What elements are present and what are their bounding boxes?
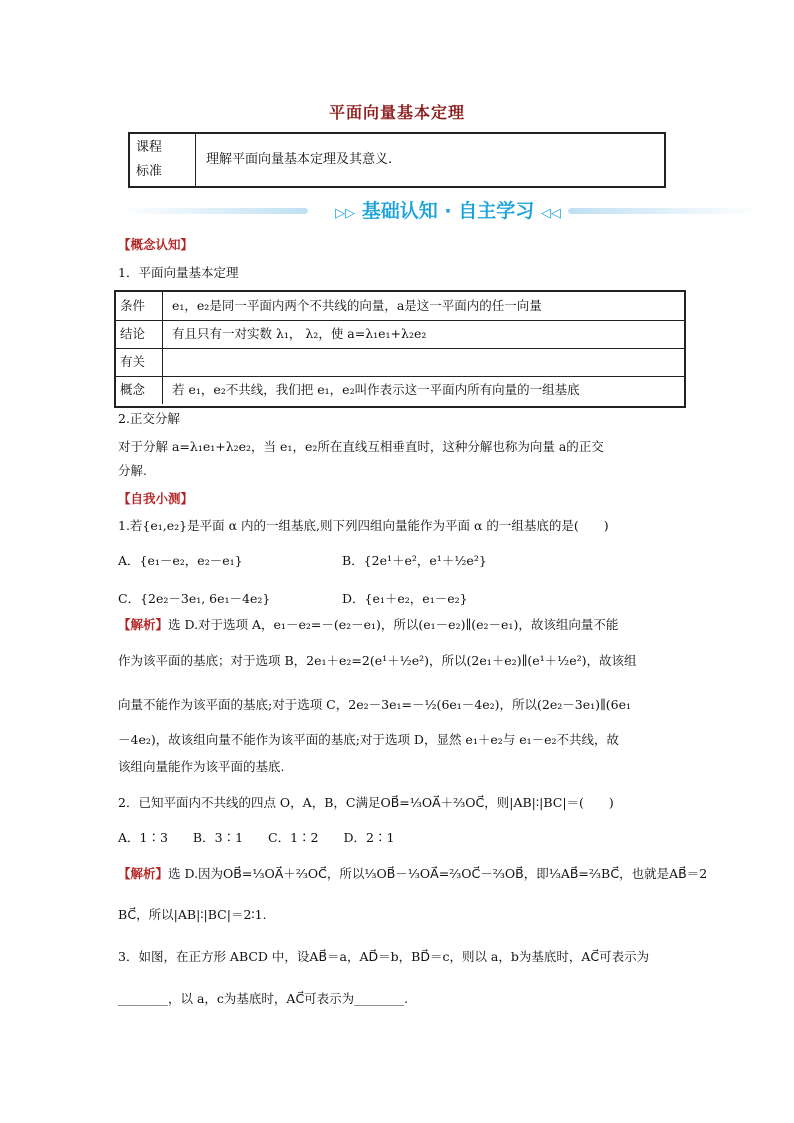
theorem-heading: 1．平面向量基本定理 <box>118 265 239 280</box>
q1-option-b: B．{2e¹＋e²，e¹＋½e²} <box>342 553 487 568</box>
row-value: e₁，e₂是同一平面内两个不共线的向量，a是这一平面内的任一向量 <box>172 298 542 313</box>
answer-2-line-2: BC⃗，所以|AB|∶|BC|＝2∶1. <box>118 907 267 922</box>
self-test-heading: 【自我小测】 <box>118 491 194 506</box>
theorem-table <box>114 290 686 408</box>
table-row <box>116 376 684 404</box>
course-standard-table <box>128 132 666 188</box>
row-label: 有关 <box>120 354 146 369</box>
answer-2-line-1 <box>118 865 707 883</box>
q1-option-c: C．{2e₂－3e₁, 6e₁－4e₂} <box>118 591 271 606</box>
table-row <box>116 320 684 349</box>
row-value: 有且只有一对实数 λ₁， λ₂，使 a=λ₁e₁+λ₂e₂ <box>172 326 427 341</box>
answer-1-line-4: －4e₂)，故该组向量不能作为该平面的基底;对于选项 D，显然 e₁＋e₂与 e₁－e₂不共线，故 <box>118 732 620 747</box>
question-3-line-2: ________，以 a，c为基底时，AC⃗可表示为________. <box>118 991 409 1006</box>
answer-1-line-1 <box>118 616 618 634</box>
answer-1-line-3: 向量不能作为该平面的基底;对于选项 C，2e₂－3e₁=－½(6e₁－4e₂)，所以(2e₂－3e₁)∥(6e₁ <box>118 697 632 712</box>
double-arrow-left-icon: ◁◁ <box>540 206 561 221</box>
row-label: 概念 <box>120 382 146 397</box>
section-banner <box>118 196 758 226</box>
header-line-1: 课程 <box>136 140 163 155</box>
answer-1-line-2: 作为该平面的基底；对于选项 B，2e₁＋e₂=2(e¹＋½e²)，所以(2e₁＋e₂)∥(e¹＋½e²)，故该组 <box>118 653 637 668</box>
page-title: 平面向量基本定理 <box>328 103 465 122</box>
q2-options: A．1∶3 B．3∶1 C．1∶2 D．2∶1 <box>118 830 395 845</box>
analysis-text: 选 D.因为OB⃗=⅓OA⃗＋⅔OC⃗，所以⅓OB⃗－⅓OA⃗=⅔OC⃗－⅔OB⃗，即⅓AB⃗=⅔BC⃗，也就是AB⃗＝2 <box>168 866 708 881</box>
q1-option-a: A．{e₁－e₂，e₂－e₁} <box>118 553 243 568</box>
course-standard-text: 理解平面向量基本定理及其意义. <box>206 152 393 167</box>
banner-line-right <box>568 208 758 214</box>
course-standard-header <box>130 134 196 186</box>
concept-section-heading: 【概念认知】 <box>118 237 194 252</box>
banner-line-left <box>118 208 308 214</box>
banner-text: 基础认知 · 自主学习 <box>361 200 535 222</box>
answer-1-line-5: 该组向量能作为该平面的基底. <box>118 759 285 774</box>
double-arrow-right-icon: ▷▷ <box>335 206 356 221</box>
banner-title <box>330 196 566 229</box>
header-line-2: 标准 <box>136 164 163 179</box>
analysis-text: 选 D.对于选项 A，e₁－e₂=－(e₂－e₁)，所以(e₁－e₂)∥(e₂－e₁)，故该组向量不能 <box>168 617 619 632</box>
table-row <box>116 292 684 321</box>
analysis-tag: 【解析】 <box>118 617 169 632</box>
row-label: 条件 <box>120 298 146 313</box>
orthogonal-heading: 2.正交分解 <box>118 411 180 426</box>
question-1: 1.若{e₁,e₂}是平面 α 内的一组基底,则下列四组向量能作为平面 α 的一组基底的是( ) <box>118 518 609 533</box>
q1-option-d: D．{e₁＋e₂，e₁－e₂} <box>342 591 468 606</box>
row-value: 若 e₁，e₂不共线，我们把 e₁，e₂叫作表示这一平面内所有向量的一组基底 <box>172 382 580 397</box>
analysis-tag: 【解析】 <box>118 866 169 881</box>
row-label: 结论 <box>120 326 146 341</box>
orthogonal-text-cont: 分解. <box>118 463 147 478</box>
table-row <box>116 348 684 377</box>
question-3-line-1: 3．如图，在正方形 ABCD 中，设AB⃗＝a，AD⃗＝b，BD⃗＝c，则以 a，b为基底时，AC⃗可表示为 <box>118 949 650 964</box>
question-2: 2．已知平面内不共线的四点 O，A，B，C满足OB⃗=⅓OA⃗＋⅔OC⃗，则|AB|∶|BC|＝( ) <box>118 795 614 810</box>
orthogonal-text: 对于分解 a=λ₁e₁+λ₂e₂，当 e₁，e₂所在直线互相垂直时，这种分解也称为向量 a的正交 <box>118 439 604 454</box>
